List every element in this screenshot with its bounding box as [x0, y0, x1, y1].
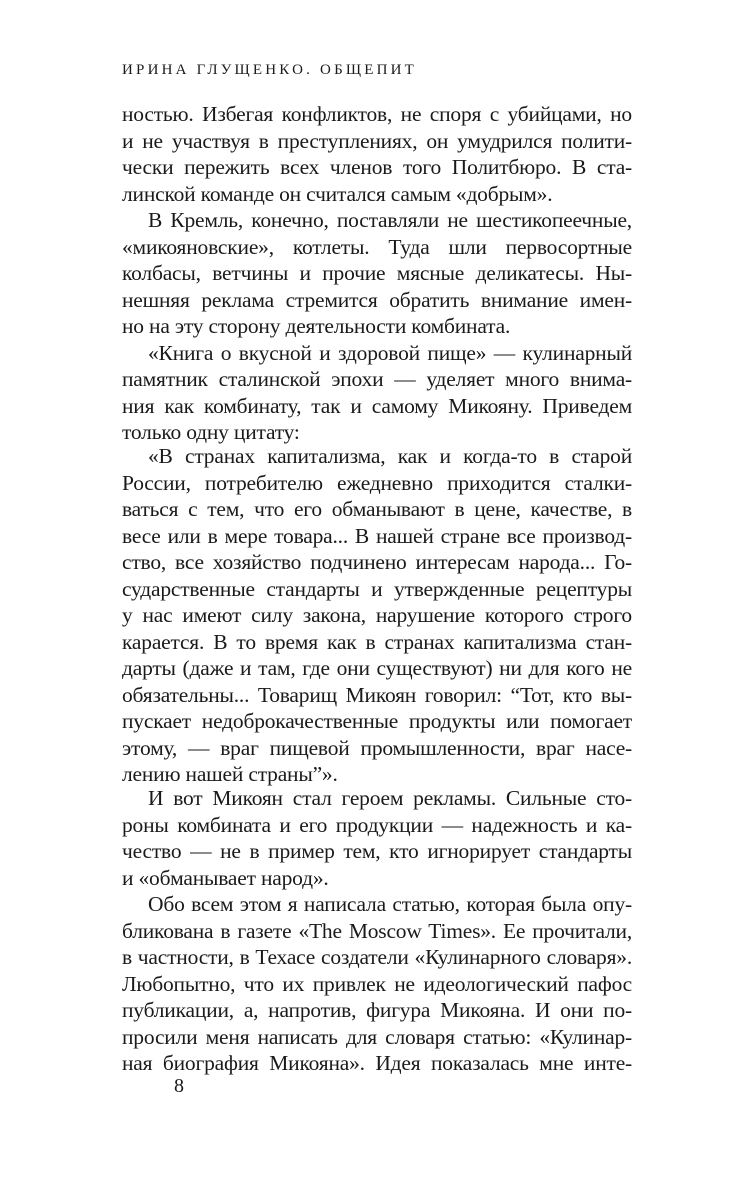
text-line: в частности, в Техасе создатели «Кулинарного словаря». — [122, 945, 632, 969]
text-line: чески пережить всех членов того Политбюро. В ста- — [122, 155, 632, 179]
quote-line: у нас имеют силу закона, нарушение которого строго — [122, 603, 632, 627]
text-line: бликована в газете «The Moscow Times». Ее прочитали, — [122, 918, 632, 943]
text-line: публикации, а, напротив, фигура Микояна. И они по- — [122, 998, 632, 1022]
text-line: И вот Микоян стал героем рекламы. Сильные сто- — [148, 786, 632, 810]
quote-line: «В странах капитализма, как и когда-то в старой — [148, 444, 632, 468]
quote-line: России, потребителю ежедневно приходится сталки- — [122, 470, 632, 495]
paragraph — [122, 207, 632, 340]
text-block-before-quote — [122, 101, 632, 446]
text-block-after-quote — [122, 785, 632, 1077]
paragraph — [122, 891, 632, 1077]
quote-line: сударственные стандарты и утвержденные рецептуры — [122, 576, 632, 601]
text-line: памятник сталинской эпохи — уделяет много внима- — [122, 367, 632, 391]
text-line: чество — не в пример тем, кто игнорирует стандарты — [122, 839, 632, 863]
text-line: Любопытно, что их привлек не идеологический пафос — [122, 971, 632, 996]
quote-line: ваться с тем, что его обманывают в цене, качестве, в — [122, 497, 632, 521]
text-line: роны комбината и его продукции — надежность и ка- — [122, 812, 632, 837]
quote-line: весе или в мере товара... В нашей стране все производ- — [122, 523, 632, 548]
quote-line: пускает недоброкачественные продукты или помогает — [122, 709, 632, 733]
paragraph — [122, 101, 632, 207]
paragraph — [122, 340, 632, 446]
text-line: ния как комбинату, так и самому Микояну. Приведем — [122, 393, 632, 418]
text-line: «Книга о вкусной и здоровой пище» — кулинарный — [148, 340, 632, 365]
quote-line: ство, все хозяйство подчинено интересам народа... Го- — [122, 550, 632, 574]
quote-line: обязательны... Товарищ Микоян говорил: “Тот, кто вы- — [122, 682, 632, 707]
quote-line: этому, — враг пищевой промышленности, враг насе- — [122, 735, 632, 760]
text-line: ностью. Избегая конфликтов, не споря с убийцами, но — [122, 102, 632, 126]
text-line: просили меня написать для словаря статью: «Кулинар- — [122, 1024, 632, 1049]
text-line: В Кремль, конечно, поставляли не шестикопеечные, — [148, 208, 632, 232]
book-page — [122, 0, 642, 1182]
text-line: ная биография Микояна». Идея показалась мне инте- — [122, 1051, 632, 1075]
text-line: и не участвуя в преступлениях, он умудрился полити- — [122, 128, 632, 153]
page-number: 8 — [174, 1075, 184, 1097]
text-line: только одну цитату: — [122, 420, 300, 444]
text-line: нешняя реклама стремится обратить внимание имен- — [122, 287, 632, 312]
block-quote — [122, 443, 632, 788]
running-head: ИРИНА ГЛУЩЕНКО. ОБЩЕПИТ — [122, 62, 418, 78]
text-line: линской команде он считался самым «добрым». — [122, 181, 553, 206]
paragraph — [122, 785, 632, 891]
quote-line: дарты (даже и там, где они существуют) ни для кого не — [122, 656, 632, 680]
text-line: Обо всем этом я написала статью, которая была опу- — [148, 892, 632, 916]
text-line: и «обманывает народ». — [122, 865, 329, 890]
quote-line: лению нашей страны”». — [122, 762, 338, 786]
quote-line: карается. В то время как в странах капитализма стан- — [122, 629, 632, 654]
text-line: но на эту сторону деятельности комбината. — [122, 314, 511, 338]
text-line: «микояновские», котлеты. Туда шли первосортные — [122, 234, 632, 259]
text-line: колбасы, ветчины и прочие мясные деликатесы. Ны- — [122, 261, 632, 285]
